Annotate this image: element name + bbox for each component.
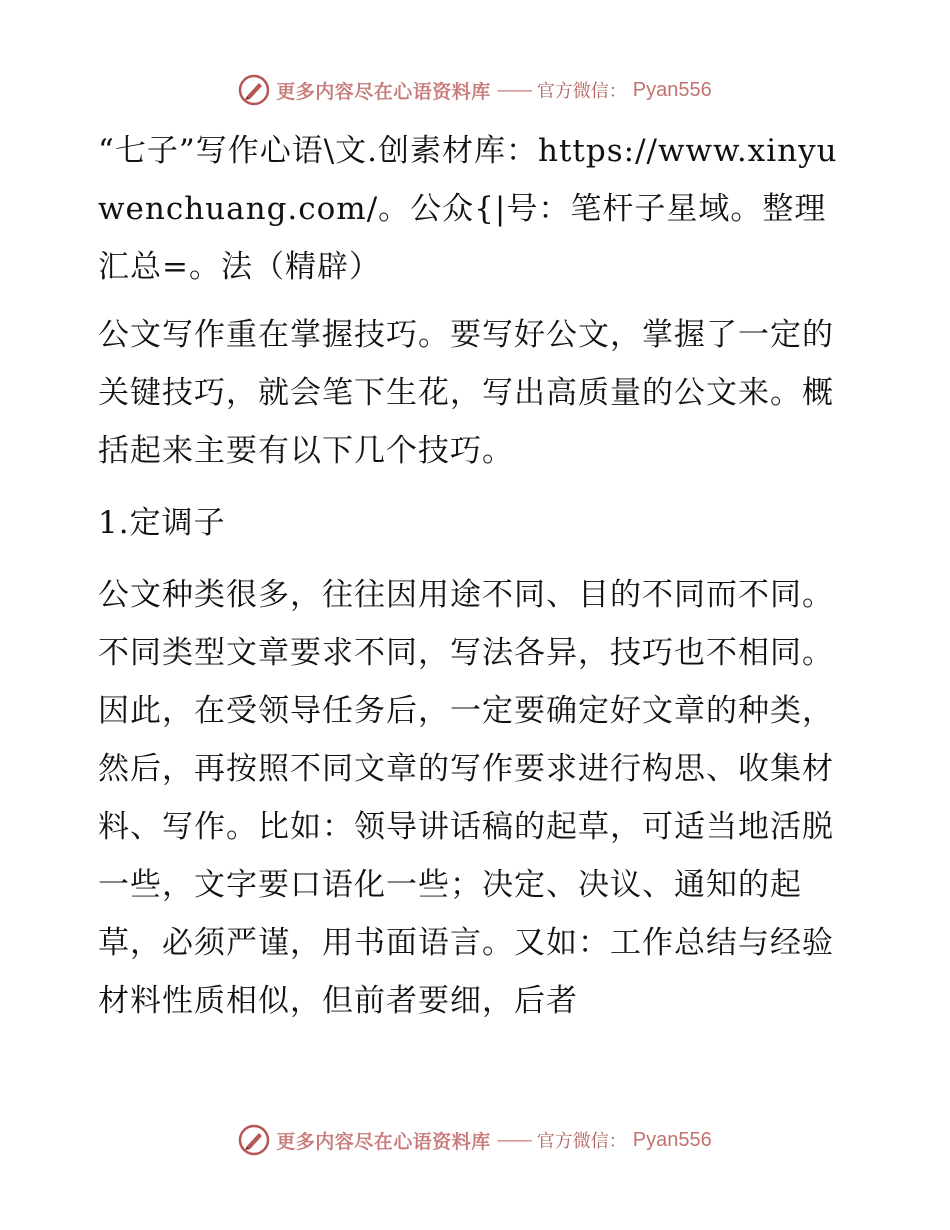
pen-logo-icon: [238, 1124, 270, 1156]
footer-watermark: [0, 1120, 950, 1160]
banner-slogan: 更多内容尽在心语资料库: [276, 80, 491, 103]
banner-dash: ——: [496, 1129, 531, 1151]
section-heading: 1.定调子: [98, 505, 226, 541]
banner-wechat-label: 官方微信：: [536, 1131, 627, 1152]
body-paragraph: 公文种类很多，往往因用途不同、目的不同而不同。不同类型文章要求不同，写法各异，技巧也不相同。因此，在受领导任务后，一定要确定好文章的种类，然后，再按照不同文章的写作要求进行构思、收集材料、写作。比如：领导讲话稿的起草，可适当地活脱一些，文字要口语化一些；决定、决议、通知的起草，必须严谨，用书面语言。又如：工作总结与经验材料性质相似，但前者要细，后者: [98, 577, 834, 1019]
body-paragraph: 公文写作重在掌握技巧。要写好公文，掌握了一定的关键技巧，就会笔下生花，写出高质量的公文来。概括起来主要有以下几个技巧。: [98, 317, 834, 469]
banner-wechat-label: 官方微信：: [536, 81, 627, 102]
banner-slogan: 更多内容尽在心语资料库: [276, 1130, 491, 1153]
banner-wechat-id: Pyan556: [632, 78, 712, 101]
header-watermark: [0, 70, 950, 110]
banner-wechat-id: Pyan556: [632, 1128, 712, 1151]
document-body: [98, 122, 858, 1044]
pen-logo-icon: [238, 74, 270, 106]
intro-paragraph: “七子”写作心语\文.创素材库：https://www.xinyuwenchuang.com/。公众{|号：笔杆子星域。整理汇总=。法（精辟）: [98, 133, 838, 285]
banner-dash: ——: [496, 79, 531, 101]
